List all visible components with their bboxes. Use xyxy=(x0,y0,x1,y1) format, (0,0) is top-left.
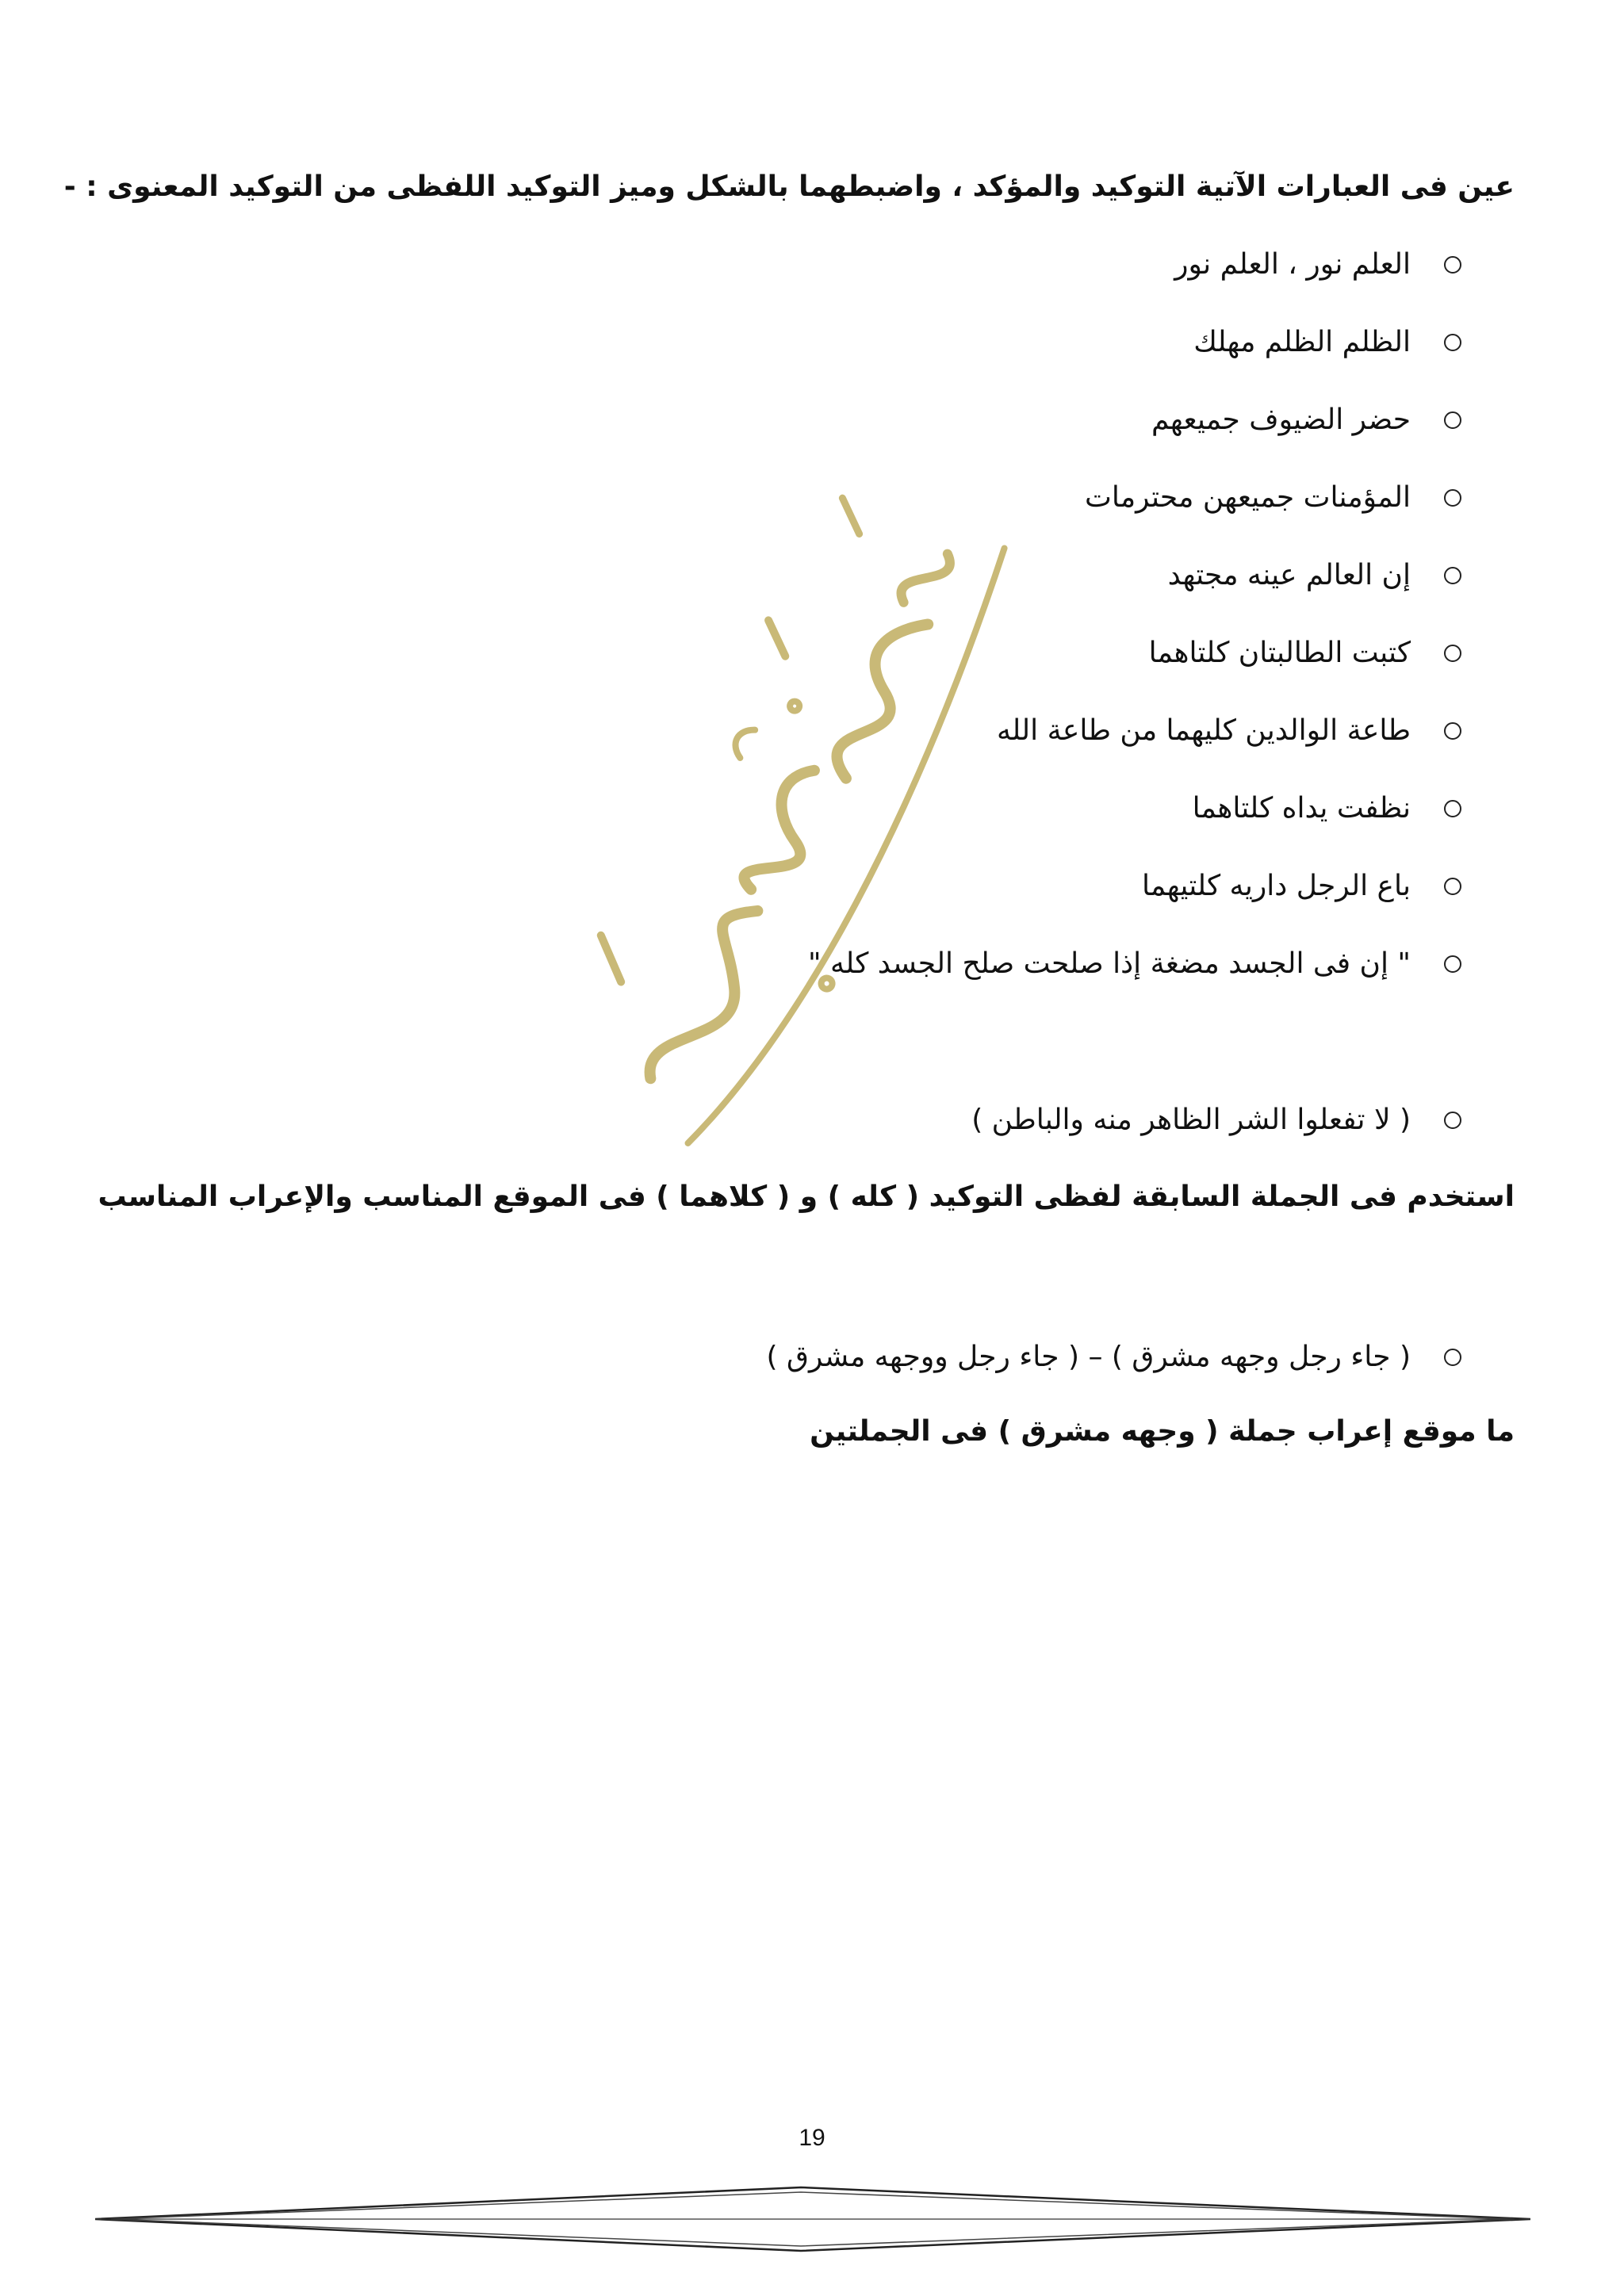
circle-bullet-icon xyxy=(1444,411,1461,429)
circle-bullet-icon xyxy=(1444,722,1461,740)
list-item-text: الظلم الظلم مهلك xyxy=(1193,326,1411,358)
list-item-text: باع الرجل داريه كلتيهما xyxy=(1141,870,1411,902)
circle-bullet-icon xyxy=(1444,1349,1461,1366)
list-item-text: " إن فى الجسد مضغة إذا صلحت صلح الجسد كله " xyxy=(807,947,1411,980)
circle-bullet-icon xyxy=(1444,334,1461,351)
circle-bullet-icon xyxy=(1444,567,1461,584)
list-item-text: نظفت يداه كلتاهما xyxy=(1192,792,1411,825)
exercise3-sentence xyxy=(767,1343,1461,1372)
list-item-text: المؤمنات جميعهن محترمات xyxy=(1085,481,1411,514)
list-item xyxy=(1151,406,1461,434)
page-number: 19 xyxy=(799,2125,825,2151)
exercise2-instruction: استخدم فى الجملة السابقة لفظى التوكيد ( كله ) و ( كلاهما ) فى الموقع المناسب والإعراب المناسب xyxy=(98,1181,1515,1213)
circle-bullet-icon xyxy=(1444,645,1461,662)
list-item xyxy=(1193,328,1461,357)
list-item xyxy=(1142,872,1461,901)
circle-bullet-icon xyxy=(1444,489,1461,507)
circle-bullet-icon xyxy=(1444,1112,1461,1129)
list-item xyxy=(1193,794,1461,823)
list-item xyxy=(807,947,1461,980)
exercise1-instruction: عين فى العبارات الآتية التوكيد والمؤكد ، واضبطهما بالشكل وميز التوكيد اللفظى من التوكيد المعنوى : - xyxy=(63,170,1515,203)
list-item-text: العلم نور ، العلم نور xyxy=(1174,248,1411,281)
diamond-line-ornament-icon xyxy=(95,2184,1530,2256)
sentence-text: ( جاء رجل وجهه مشرق ) – ( جاء رجل ووجهه مشرق ) xyxy=(766,1341,1411,1373)
exercise2-sentence xyxy=(971,1106,1461,1135)
list-item xyxy=(1174,248,1461,281)
list-item-text: كتبت الطالبتان كلتاهما xyxy=(1148,637,1411,669)
circle-bullet-icon xyxy=(1444,256,1461,274)
list-item xyxy=(996,714,1461,747)
circle-bullet-icon xyxy=(1444,878,1461,895)
list-item xyxy=(1168,561,1461,590)
list-item-text: إن العالم عينه مجتهد xyxy=(1167,559,1411,591)
circle-bullet-icon xyxy=(1444,800,1461,817)
list-item xyxy=(1085,481,1461,514)
list-item-text: حضر الضيوف جميعهم xyxy=(1151,404,1411,436)
list-item xyxy=(1149,639,1461,668)
exercise3-instruction: ما موقع إعراب جملة ( وجهه مشرق ) فى الجملتين xyxy=(810,1415,1515,1448)
sentence-text: ( لا تفعلوا الشر الظاهر منه والباطن ) xyxy=(971,1104,1411,1136)
circle-bullet-icon xyxy=(1444,955,1461,973)
list-item-text: طاعة الوالدين كليهما من طاعة الله xyxy=(996,714,1411,747)
